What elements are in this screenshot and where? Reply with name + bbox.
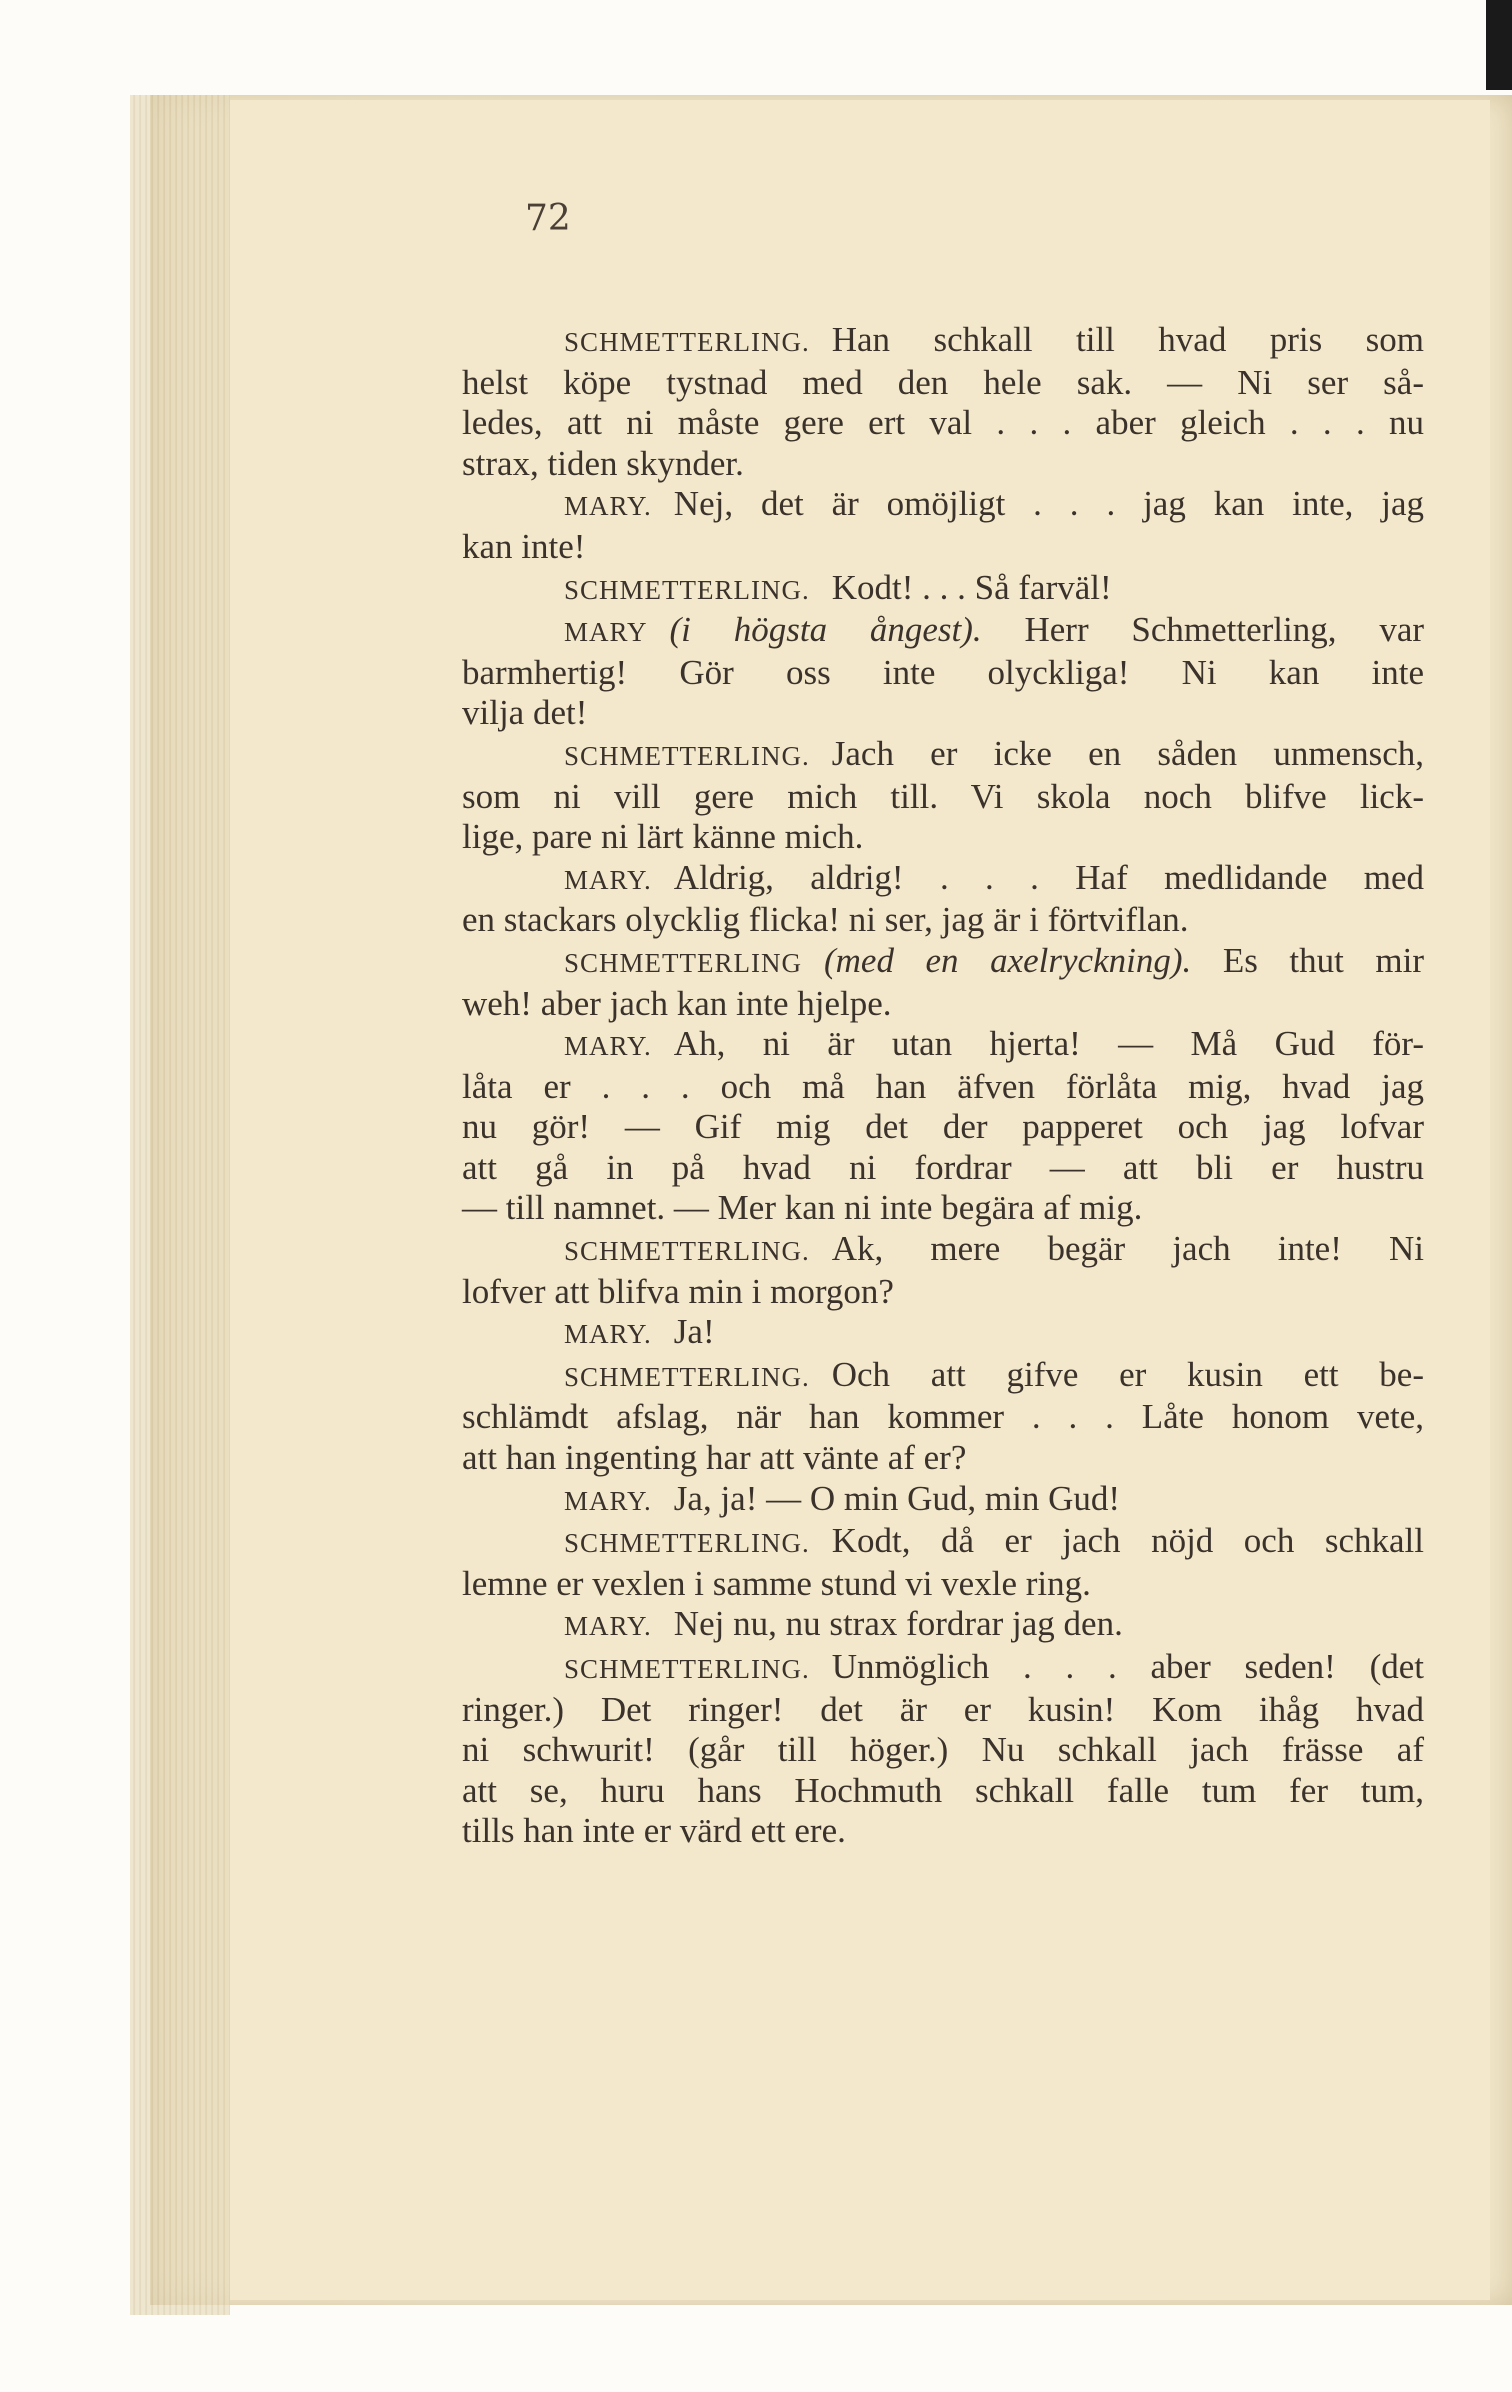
dialogue-paragraph	[462, 1647, 1424, 1852]
dialogue-paragraph	[462, 1024, 1424, 1229]
text-line: kan inte!	[462, 526, 586, 566]
text-line: — till namnet. — Mer kan ni inte begära af mig.	[462, 1188, 1143, 1228]
line-text: Unmöglich . . . aber seden! (det	[831, 1647, 1424, 1686]
line-text: Nej, det är omöjligt . . . jag kan inte, jag	[673, 484, 1424, 524]
line-text: Jach er icke en såden unmensch,	[831, 733, 1424, 773]
dialogue-paragraph	[462, 941, 1424, 1024]
text-line	[462, 1024, 1424, 1067]
text-line: lige, pare ni lärt känne mich.	[462, 817, 864, 857]
stage-direction: (i högsta ångest).	[669, 610, 982, 650]
text-line	[462, 1229, 1424, 1272]
line-text: Ah, ni är utan hjerta! — Må Gud för-	[673, 1024, 1424, 1064]
text-line	[462, 610, 1424, 653]
speaker-name: SCHMETTERLING.	[564, 1528, 810, 1559]
text-line	[462, 568, 1424, 611]
line-text: Kodt, då er jach nöjd och schkall	[831, 1521, 1424, 1561]
text-line: schlämdt afslag, när han kommer . . . Låte honom vete,	[462, 1397, 1424, 1437]
speaker-name: SCHMETTERLING.	[564, 327, 810, 357]
speaker-name: MARY	[564, 617, 648, 648]
text-line	[462, 858, 1424, 901]
text-line: ledes, att ni måste gere ert val . . . aber gleich . . . nu	[462, 403, 1424, 443]
text-line: ni schwurit! (går till höger.) Nu schkall jach frässe af	[462, 1730, 1424, 1770]
cover-corner	[1486, 0, 1512, 90]
speaker-name: MARY.	[564, 1611, 652, 1642]
line-text: Kodt! . . . Så farväl!	[831, 567, 1112, 607]
line-text: Han schkall till hvad pris som	[831, 320, 1424, 359]
speaker-name: SCHMETTERLING	[564, 947, 802, 978]
dialogue-paragraph	[462, 1355, 1424, 1479]
dialogue-paragraph	[462, 1479, 1424, 1522]
text-line	[462, 1355, 1424, 1398]
stacked-leaf-edges	[130, 95, 230, 2315]
dialogue-paragraph	[462, 1312, 1424, 1355]
text-line: lofver att blifva min i morgon?	[462, 1271, 894, 1311]
line-text: Herr Schmetterling, var	[1024, 610, 1425, 650]
dialogue-paragraph	[462, 568, 1424, 611]
text-line: tills han inte er värd ett ere.	[462, 1811, 846, 1851]
text-line: som ni vill gere mich till. Vi skola noch blifve lick-	[462, 776, 1424, 816]
line-text: Nej nu, nu strax fordrar jag den.	[673, 1604, 1123, 1644]
text-line	[462, 320, 1424, 363]
speaker-name: SCHMETTERLING.	[564, 1361, 810, 1392]
speaker-name: SCHMETTERLING.	[564, 574, 810, 605]
dialogue-paragraph	[462, 734, 1424, 858]
dialogue-paragraph	[462, 1521, 1424, 1604]
text-line: att han ingenting har att vänte af er?	[462, 1438, 967, 1478]
text-line: strax, tiden skynder.	[462, 443, 744, 483]
text-line: att se, huru hans Hochmuth schkall falle tum fer tum,	[462, 1770, 1424, 1810]
text-line: nu gör! — Gif mig det der papperet och jag lofvar	[462, 1107, 1424, 1147]
line-text: Es thut mir	[1222, 940, 1424, 980]
page-number: 72	[525, 198, 571, 239]
text-line	[462, 484, 1424, 527]
speaker-name: SCHMETTERLING.	[564, 1654, 810, 1684]
line-text: Ja, ja! — O min Gud, min Gud!	[673, 1478, 1120, 1518]
text-line: ringer.) Det ringer! det är er kusin! Kom ihåg hvad	[462, 1689, 1424, 1729]
text-line	[462, 941, 1424, 984]
text-line: lemne er vexlen i samme stund vi vexle ring.	[462, 1563, 1091, 1603]
speaker-name: SCHMETTERLING.	[564, 1236, 810, 1267]
text-line	[462, 1521, 1424, 1564]
speaker-name: MARY.	[564, 864, 652, 895]
speaker-name: SCHMETTERLING.	[564, 740, 810, 771]
text-line	[462, 1604, 1424, 1647]
stage-direction: (med en axelryckning).	[824, 940, 1192, 980]
dialogue-paragraph	[462, 484, 1424, 567]
text-line	[462, 1647, 1424, 1690]
dialogue-paragraph	[462, 858, 1424, 941]
text-line: vilja det!	[462, 693, 588, 733]
text-line: en stackars olycklig flicka! ni ser, jag är i förtviflan.	[462, 900, 1189, 940]
dialogue-paragraph	[462, 320, 1424, 484]
text-line	[462, 734, 1424, 777]
text-line	[462, 1479, 1424, 1522]
text-line: barmhertig! Gör oss inte olyckliga! Ni kan inte	[462, 652, 1424, 692]
line-text: Aldrig, aldrig! . . . Haf medlidande med	[673, 857, 1424, 897]
text-line: helst köpe tystnad med den hele sak. — Ni ser så-	[462, 362, 1424, 402]
speaker-name: MARY.	[564, 1319, 652, 1350]
dialogue-paragraph	[462, 1229, 1424, 1312]
speaker-name: MARY.	[564, 1485, 652, 1516]
dialogue-paragraph	[462, 1604, 1424, 1647]
speaker-name: MARY.	[564, 1031, 652, 1062]
text-line: låta er . . . och må han äfven förlåta mig, hvad jag	[462, 1066, 1424, 1106]
dialogue-paragraph	[462, 610, 1424, 734]
line-text: Ak, mere begär jach inte! Ni	[831, 1229, 1424, 1269]
speaker-name: MARY.	[564, 491, 652, 522]
line-text: Ja!	[673, 1312, 715, 1352]
line-text: Och att gifve er kusin ett be-	[831, 1354, 1424, 1394]
play-text	[462, 320, 1424, 1852]
text-line	[462, 1312, 1424, 1355]
text-line: att gå in på hvad ni fordrar — att bli er hustru	[462, 1147, 1424, 1187]
text-line: weh! aber jach kan inte hjelpe.	[462, 983, 892, 1023]
